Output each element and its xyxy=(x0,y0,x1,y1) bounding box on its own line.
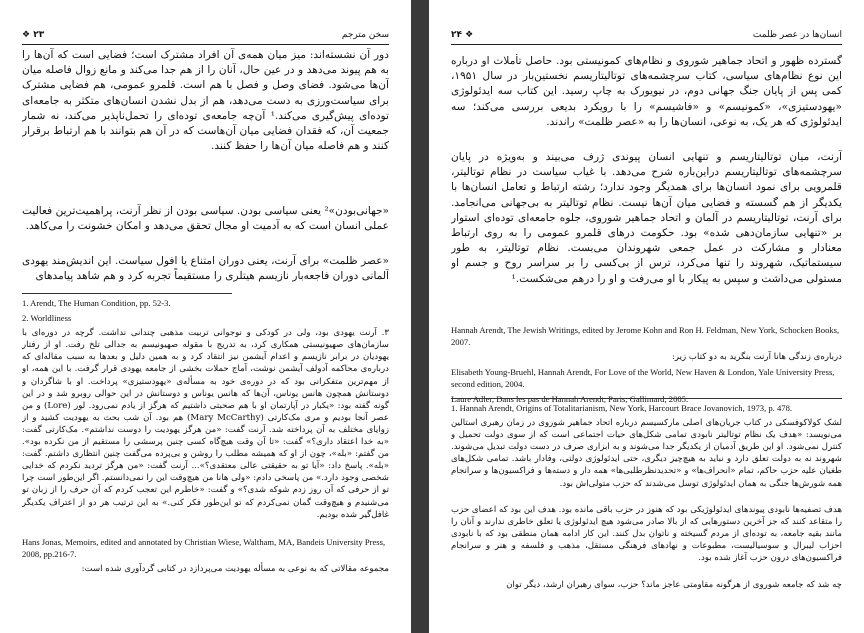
left-paragraph-3: «عصر ظلمت» برای آرنت، یعنی دوران امتناع یا افول سیاست. این اندیش‌مند یهودی آلمانی دوران فاجعه‌بار نازیسم هیتلری را مستقیماً تجربه کرد و هم شاهد پیامدهای xyxy=(22,255,389,283)
left-paragraph-2: «جهانی‌بودن»² یعنی سیاسی بودن. سیاسی بودن از نظر آرنت، پراهمیت‌ترین فعالیت عملی انسان است که به آدمیت او مجال تحقق می‌دهد و امکان خشونت را می‌کاهد. xyxy=(22,205,389,233)
right-footnote-1-text2: هدف تصفیه‌ها نابودی پیوندهای ایدئولوژیکی بود که هنوز در حزب باقی مانده بود. هدف این بود که اعضای حزب را متقاعد کنند که جز آخرین دستورهایی که از بالا صادر می‌شود هیچ ایدئولوژی یا تعلق خاطری ندارند و آنان را مانند بقیه جامعه، به توده‌ای از مردم گسیخته و ناتوان بدل کنند. این کار ادامه همان منطقی بود که با نابودی احزاب لیبرال و سوسیالیست، مطبوعات و نهادهای فرهنگی مستقل، مذهب و فلسفه و هنر و سرانجام فراکسیون‌های درون حزب آغاز شده بود. xyxy=(451,505,842,564)
left-page-header xyxy=(22,30,389,45)
left-footnote-3: ۳. آرنت یهودی بود، ولی در کودکی و نوجوانی تربیت مذهبی چندانی نداشت. گرچه در دوره‌ای با سازمان‌های صهیونیستی همکاری کرد، به تدریج با مقوله صهیونیسم به جدالی تلخ رفت. او از رفتار یهودیان در برابر نازیسم و اعدام آیشمن نیز انتقاد کرد و به همین دلیل و بعدها به سبب مقاله‌ای که درباره‌ی محاکمه آدولف آیشمن نوشت، آماج حملات بخشی از جامعه یهودی قرار گرفت. با این همه، او از مهم‌ترین متفکرانی بود که در دوره‌ی خود به مسأله‌ی «یهودستیزی» پرداخت. او با شاگردان و دوستانش همچون هانس یوناس، آن‌ها که هانس یوناس و دوستانش در این حوالی روبرو شد و در این گونه گفته بود: «یکبار در آپارتمان او با هم صحبتی داشتیم که هرگز از یادم نمی‌رود. لور (Lore) و من عصر آنجا بودیم و مری مک‌کارتی (Mary McCarthy) هم بود. آن شب بحث به یهودیت کشید و از زوایای مختلف به آن پرداخته شد. آرنت گفت: «من هرگز یهودیت را دوست نداشتم». مک‌کارتی گفت: «به خدا اعتقاد داری؟» گفت: «تا آن وقت هیچ‌گاه کسی چنین پرسشی را مستقیم از من نکرده بود». من گفتم: «بله»، چون از او که همیشه مطلب را روشن و بی‌پرده می‌گفت چنین انتظاری داشتم. گفت: «بله». پاسخ داد: «آیا تو به حقیقتی عالی معتقدی؟»... آرنت گفت: «من هرگز تردید نکردم که خدایی شخصی وجود دارد.» من پاسخی دادم: «ولی هانا من هیچ‌وقت این را نمی‌دانستم. اگر این‌طور است چرا تو از حرفی که آن روز زدم شوکه شدی؟» و گفت: «خاطرم این تعجب کردم که آن حرف را از زبان تو می‌شنیدم و هیچ‌وقت گمان نمی‌کردم که تو این‌طور فکر کنی.» به این ترتیب هر دو از اعتراف یکدیگر غافل‌گیر شده بودیم. xyxy=(22,328,389,520)
right-paragraph-1: گسترده ظهور و اتحاد جماهیر شوروی و نظام‌های کمونیستی بود. حاصل تأملات او درباره این نوع نظام‌های سیاسی، کتاب سرچشمه‌های توتالیتاریسم نخستین‌بار در سال ۱۹۵۱، کمی پس از پایان جنگ جهانی دوم، در نیویورک به چاپ رسید. این کتاب سه ایدئولوژی «یهودستیزی»، «کمونیسم» و «فاشیسم» را با رویکرد بدیعی بررسی می‌کند؛ سه ایدئولوژی که هر یک، به نوعی، انسان‌ها را به «عصر ظلمت» راندند. xyxy=(451,55,842,128)
right-footnotes xyxy=(451,402,842,594)
right-ref-3: Elisabeth Young-Bruehl, Hannah Arendt, For Love of the World, New Haven & London, Yale University Press, second edition, 2004. xyxy=(451,367,835,390)
right-ref-1: Hannah Arendt, The Jewish Writings, edited by Jerome Kohn and Ron H. Feldman, New York, Schocken Books, 2007. xyxy=(451,325,840,348)
book-spine xyxy=(411,0,429,633)
left-footnote-2: 2. Worldliness xyxy=(22,313,72,324)
right-footnote-separator xyxy=(451,398,842,399)
right-header-title: انسان‌ها در عصر ظلمت xyxy=(752,30,842,40)
right-footnote-1: 1. Hannah Arendt, Origins of Totalitarianism, New York, Harcourt Brace Jovanovich, 1973, p. 478. xyxy=(451,403,793,413)
right-footnote-1-text3: چه شد که جامعه شوروی از هرگونه مقاومتی عاجز ماند؟ حزب، سوای رهبران ارشد، دیگر توان xyxy=(506,580,842,591)
left-footnotes xyxy=(22,297,389,578)
left-footnote-1: 1. Arendt, The Human Condition, pp. 52-3. xyxy=(22,298,171,308)
right-body-text xyxy=(451,54,842,324)
left-page xyxy=(0,0,411,633)
left-header-title: سخن مترجم xyxy=(341,30,389,40)
left-footnote-separator xyxy=(22,293,232,294)
right-page xyxy=(429,0,864,633)
left-paragraph-1: دور آن نشسته‌اند: میز میان همه‌ی آن افراد مشترک است؛ فضایی است که آن‌ها را به هم پیوند می‌دهد و در عین حال، آنان را از هم جدا می‌کند و مانع زوال فاصله میان آن‌ها می‌شود. فضای وصل و فصل با هم است. قلمرو عمومی، هم فضایی مشترک برای سیاست‌ورزی به دست می‌دهد، هم از بدل نشدن انسان‌های متکثر به جامعه‌ای توده‌ای پیش‌گیری می‌کند.¹ آن‌چه جامعه‌ی توده‌ای را تحمل‌ناپذیر می‌کند، نه شمار جمعیت آن، که فقدان فضایی میان آن‌هاست که در آن هم بتوانند با هم ارتباط برقرار کنند و هم فاصله میان آن‌ها را حفظ کنند. xyxy=(22,49,389,153)
left-body-text xyxy=(22,48,389,304)
right-ref-4: Laure Adler, Dans les pas de Hannah Arendt, Paris, Gallimard, 2005. xyxy=(451,394,689,405)
right-ref-2: درباره‌ی زندگی هانا آرنت بنگرید به دو کتاب زیر: xyxy=(672,352,842,363)
left-footnote-3-source: Hans Jonas, Memoirs, edited and annotated by Christian Wiese, Waltham, MA, Bandeis University Press, 2008, pp.216-7. xyxy=(22,537,386,560)
left-footnote-3-tail: مجموعه مقالاتی که به نوعی به مسأله یهودیت می‌پردازد در کتابی گردآوری شده است: xyxy=(81,564,389,575)
right-page-number: ❖ ۲۴ xyxy=(451,30,474,40)
right-page-header xyxy=(451,30,842,45)
left-page-number: ۲۳ ❖ xyxy=(22,30,45,40)
right-footnote-1-text: لشک کولاکوفسکی در کتاب جریان‌های اصلی مارکسیسم درباره اتحاد جماهیر شوروی در زمان رهبری استالین می‌نویسد: «هدف یک نظام توتالیتر نابودی تمامی شکل‌های حیات اجتماعی است که از سوی دولت تحمیل و کنترل نمی‌شود. او این طریق آدمیان از یکدیگر جدا می‌شوند و به ابزاری صرف در دست دولت تبدیل می‌شوند. شهروند نه به دولت تعلق دارد و نباید به هیچ‌چیز دیگری، حتی ایدئولوژی دولتی، وفادار باشد. تمامی شکل‌های طغیان علیه حزب حاکم، تمام «انحراف‌ها» و «تحدیدنظرطلبی‌ها» همه دار و دسته‌ها و فراکسیون‌ها و سرانجام همه شورش‌ها جنگی به همان ایدئولوژی توسل می‌شدند که حزب متولی‌اش بود. xyxy=(451,418,842,489)
right-paragraph-2: آرنت، میان توتالیتاریسم و تنهایی انسان پیوندی ژرف می‌بیند و به‌ویژه در پایان سرچشمه‌های توتالیتاریسم دراین‌باره شرح می‌دهد. با غیاب سیاست در نظام توتالیتر، قلمرویی برای نمود انسان‌ها برای همدیگر وجود ندارد؛ رشته ارتباط و تعامل انسان‌ها با یکدیگر از هم گسسته و فضایی میان آن‌ها نیست. نظام توتالیتر به بی‌جهانی می‌انجامد. برای آرنت، توتالیتاریسم در آلمان و اتحاد جماهیر شوروی، جلوه جامعه‌ای توده‌ای استوار بر «تنهایی سازمان‌دهی شده» بود. حکومت در‌های قلمرو عمومی را به روی ارتباط معنادار و مشارکت در عمل جمعی شهروندان می‌بست. نظام توتالیتر، به طور سیستماتیک، شهروند را تنها می‌کرد، ترس از بی‌کسی را بر سراسر روح و جسم او مستولی می‌داشت و سپس به پیکار با او می‌رفت و او را درهم می‌شکست.¹ xyxy=(451,151,842,285)
right-references xyxy=(451,324,842,409)
